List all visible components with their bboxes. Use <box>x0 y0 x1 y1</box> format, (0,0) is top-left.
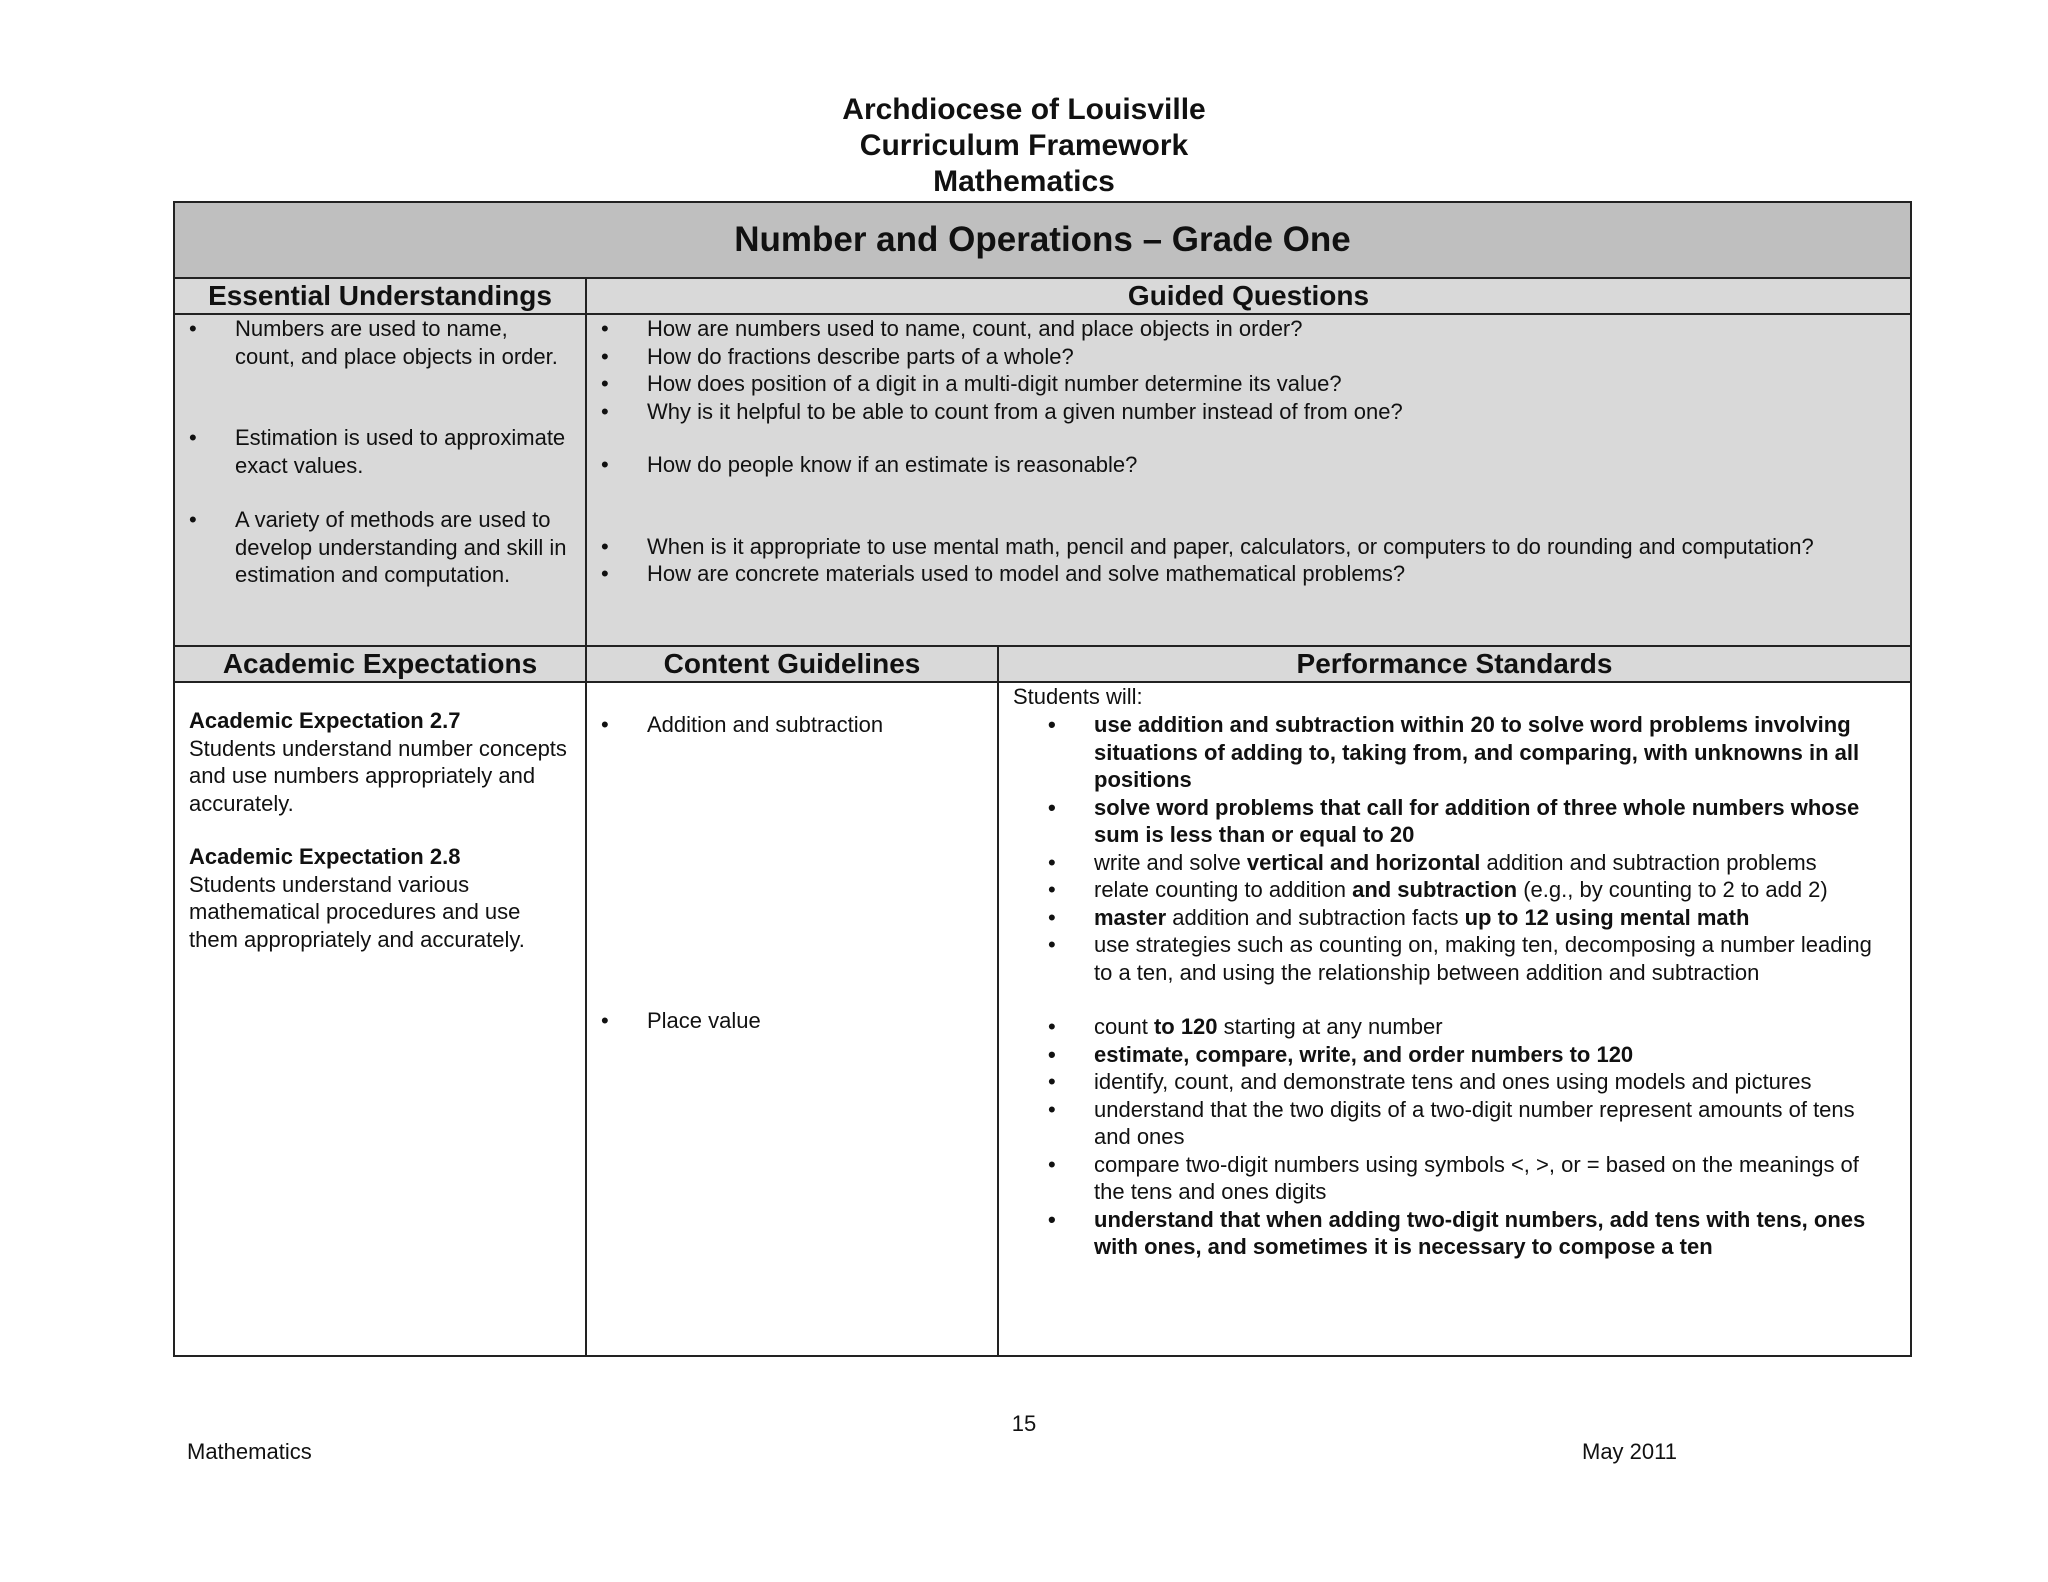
guided-list-methods <box>587 533 1910 588</box>
page-number: 15 <box>1011 1411 1037 1436</box>
guided-question: • How does position of a digit in a multi-digit number determine its value? <box>587 370 1900 398</box>
document-header <box>0 92 2048 200</box>
guided-question: • How do people know if an estimate is reasonable? <box>587 451 1910 479</box>
performance-standard: • use strategies such as counting on, making ten, decomposing a number leading to a ten, and using the relationship between addition and subtraction <box>1034 931 1894 986</box>
content-guideline: • Place value <box>587 1007 987 1035</box>
performance-standard: • identify, count, and demonstrate tens and ones using models and pictures <box>1034 1068 1894 1096</box>
performance-standard: • understand that when adding two-digit numbers, add tens with tens, ones with ones, and sometimes it is necessary to compose a ten <box>1034 1206 1894 1261</box>
divider <box>585 647 587 1355</box>
academic-expectations-header: Academic Expectations <box>175 647 585 681</box>
performance-list-place-value <box>1034 1013 1894 1261</box>
content-list-place-value <box>587 1007 987 1035</box>
header-organization: Archdiocese of Louisville <box>842 93 1206 126</box>
guided-question: • When is it appropriate to use mental math, pencil and paper, calculators, or computers to do rounding and computation? <box>587 533 1910 561</box>
essential-item: • Numbers are used to name, count, and place objects in order. <box>175 315 573 370</box>
curriculum-table <box>173 201 1912 1357</box>
students-will-label: Students will: <box>1013 684 1143 709</box>
guided-questions-cell <box>587 315 1910 645</box>
essential-list <box>175 315 585 589</box>
guided-question: • How are numbers used to name, count, and place objects in order? <box>587 315 1900 343</box>
guided-list-estimation <box>587 451 1910 479</box>
performance-standard: • understand that the two digits of a two-digit number represent amounts of tens and ones <box>1034 1096 1894 1151</box>
content-guideline: • Addition and subtraction <box>587 711 987 739</box>
footer-subject: Mathematics <box>187 1439 312 1464</box>
performance-list-addition <box>1034 711 1894 986</box>
guided-questions-header: Guided Questions <box>587 279 1910 313</box>
academic-expectations-cell <box>175 683 585 1355</box>
academic-expectation-title: Academic Expectation 2.8 <box>189 844 461 869</box>
academic-expectation-text: Students understand number concepts and use numbers appropriately and accurately. <box>189 735 567 816</box>
performance-standard: • use addition and subtraction within 20 to solve word problems involving situations of adding to, taking from, and comparing, with unknowns in all positions <box>1034 711 1894 794</box>
academic-expectation-text: Students understand various mathematical procedures and use them appropriately and accurately. <box>189 871 525 952</box>
essential-understandings-cell <box>175 315 585 645</box>
guided-question: • Why is it helpful to be able to count from a given number instead of from one? <box>587 398 1900 426</box>
performance-standard: • master addition and subtraction facts up to 12 using mental math <box>1034 904 1894 932</box>
performance-standard: • relate counting to addition and subtraction (e.g., by counting to 2 to add 2) <box>1034 876 1894 904</box>
essential-understandings-header: Essential Understandings <box>175 279 585 313</box>
table-title: Number and Operations – Grade One <box>175 203 1910 277</box>
academic-expectation-title: Academic Expectation 2.7 <box>189 708 461 733</box>
performance-standards-header: Performance Standards <box>999 647 1910 681</box>
performance-standard: • write and solve vertical and horizontal addition and subtraction problems <box>1034 849 1894 877</box>
content-list-addition <box>587 711 987 739</box>
header-framework: Curriculum Framework <box>859 129 1189 162</box>
content-guidelines-cell <box>587 683 997 1355</box>
performance-standard: • solve word problems that call for addition of three whole numbers whose sum is less than or equal to 20 <box>1034 794 1894 849</box>
footer-date: May 2011 <box>1582 1439 1677 1464</box>
divider <box>997 647 999 1355</box>
performance-standard: • count to 120 starting at any number <box>1034 1013 1894 1041</box>
divider <box>585 279 587 645</box>
guided-list-numbers <box>587 315 1910 425</box>
performance-standard: • compare two-digit numbers using symbols <, >, or = based on the meanings of the tens and ones digits <box>1034 1151 1894 1206</box>
performance-standards-cell <box>999 683 1910 1355</box>
essential-item: • A variety of methods are used to develop understanding and skill in estimation and computation. <box>175 506 573 589</box>
header-subject: Mathematics <box>933 165 1115 198</box>
essential-item: • Estimation is used to approximate exact values. <box>175 424 573 479</box>
performance-standard: • estimate, compare, write, and order numbers to 120 <box>1034 1041 1894 1069</box>
content-guidelines-header: Content Guidelines <box>587 647 997 681</box>
guided-question: • How are concrete materials used to model and solve mathematical problems? <box>587 560 1910 588</box>
guided-question: • How do fractions describe parts of a whole? <box>587 343 1900 371</box>
